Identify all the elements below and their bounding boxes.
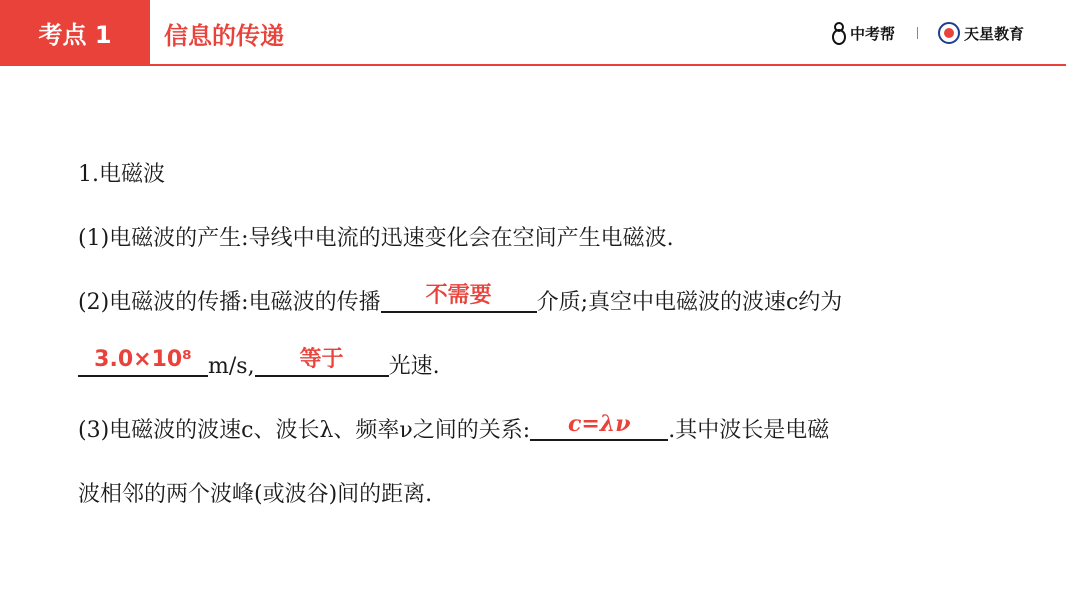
brand2-label: 天星教育 [964, 24, 1025, 43]
brand-zhongkaobang [832, 18, 895, 48]
answer-3: 等于 [299, 347, 344, 372]
paragraph-2 [78, 271, 1018, 335]
page-title: 信息的传递 [164, 21, 284, 50]
p3-text-a: m/s, [208, 354, 255, 379]
p3-text-b: 光速. [388, 354, 440, 379]
p4-text-b: .其中波长是电磁 [668, 418, 830, 443]
paragraph-5: 波相邻的两个波峰(或波谷)间的距离. [78, 482, 433, 507]
answer-blank-4 [530, 413, 668, 441]
brand-tianxing [938, 18, 1024, 48]
main-content [78, 143, 1018, 527]
p2-text-b: 介质;真空中电磁波的波速c约为 [536, 290, 843, 315]
paragraph-3 [78, 335, 1018, 399]
answer-1: 不需要 [425, 283, 492, 308]
p2-text-a: (2)电磁波的传播:电磁波的传播 [78, 290, 381, 315]
paragraph-4 [78, 399, 1018, 463]
brand-divider [917, 27, 918, 39]
header-bar [0, 0, 1066, 66]
answer-blank-2 [78, 349, 208, 377]
section-heading: 1.电磁波 [78, 162, 165, 187]
paragraph-1: (1)电磁波的产生:导线中电流的迅速变化会在空间产生电磁波. [78, 226, 674, 251]
answer-2: 3.0×10⁸ [94, 347, 192, 372]
gourd-logo-icon [832, 21, 846, 45]
answer-blank-3 [255, 349, 389, 377]
topic-tab: 考点 1 [0, 0, 150, 64]
p4-text-a: (3)电磁波的波速c、波长λ、频率ν之间的关系: [78, 418, 531, 443]
seal-logo-icon [938, 22, 960, 44]
brand1-label: 中考帮 [850, 24, 896, 43]
answer-blank-1 [381, 285, 537, 313]
answer-4: c=λν [567, 411, 631, 437]
